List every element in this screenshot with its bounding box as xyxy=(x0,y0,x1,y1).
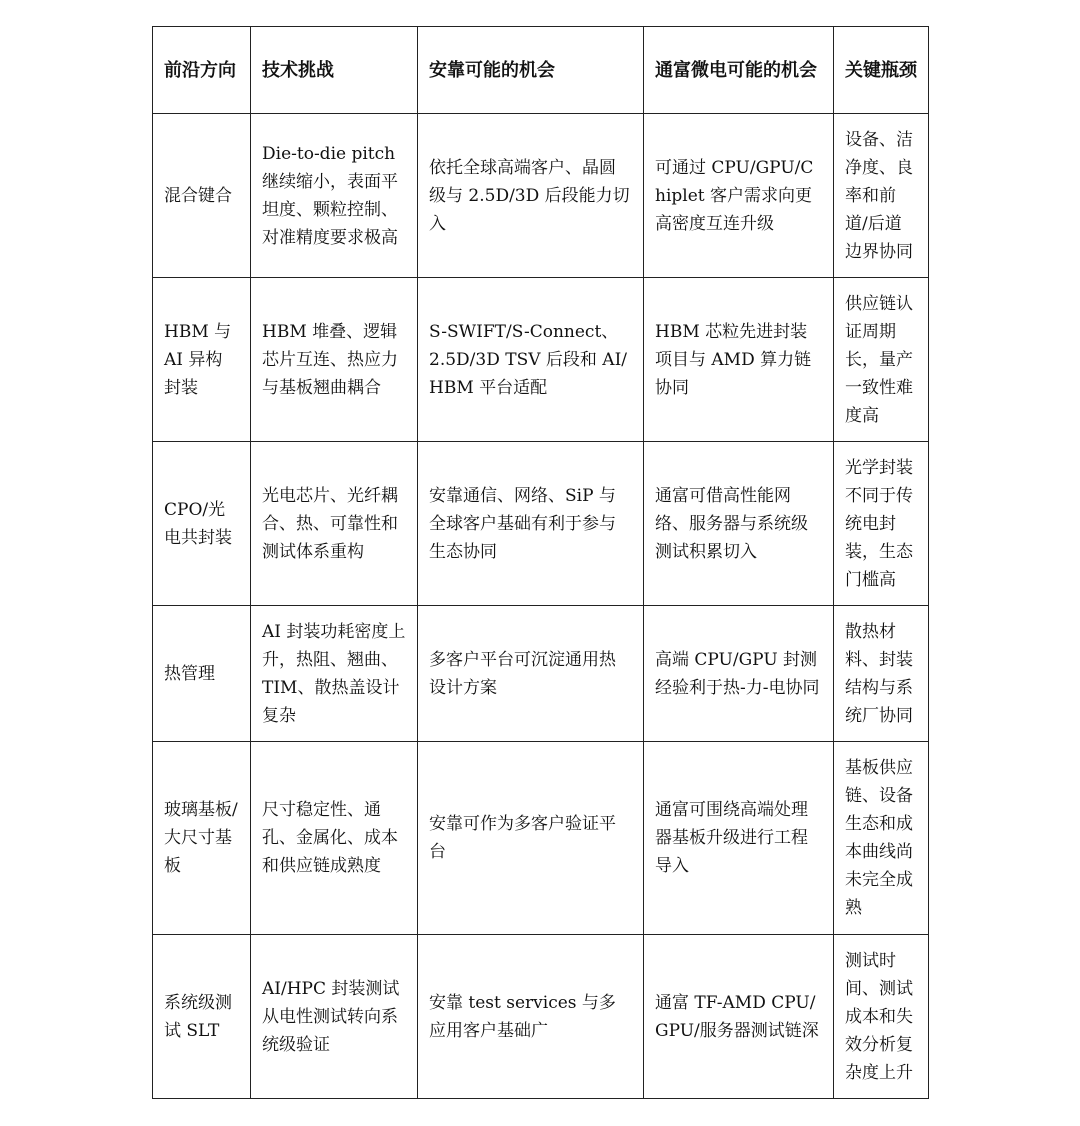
cell-direction: CPO/光电共封装 xyxy=(153,442,251,606)
header-direction: 前沿方向 xyxy=(153,27,251,114)
cell-bottleneck: 供应链认证周期长，量产一致性难度高 xyxy=(834,278,929,442)
cell-tfme-opportunity: 通富可围绕高端处理器基板升级进行工程导入 xyxy=(644,742,834,935)
cell-tfme-opportunity: 高端 CPU/GPU 封测经验利于热-力-电协同 xyxy=(644,606,834,742)
comparison-table xyxy=(152,26,929,1099)
cell-direction: 混合键合 xyxy=(153,114,251,278)
table-row xyxy=(153,114,929,278)
cell-bottleneck: 光学封装不同于传统电封装，生态门槛高 xyxy=(834,442,929,606)
header-challenge: 技术挑战 xyxy=(251,27,418,114)
cell-tfme-opportunity: 通富 TF-AMD CPU/GPU/服务器测试链深 xyxy=(644,935,834,1099)
header-bottleneck: 关键瓶颈 xyxy=(834,27,929,114)
table-row xyxy=(153,606,929,742)
cell-tfme-opportunity: HBM 芯粒先进封装项目与 AMD 算力链协同 xyxy=(644,278,834,442)
cell-direction: 系统级测试 SLT xyxy=(153,935,251,1099)
table-row xyxy=(153,742,929,935)
cell-amkor-opportunity: 多客户平台可沉淀通用热设计方案 xyxy=(418,606,644,742)
header-tfme-opportunity: 通富微电可能的机会 xyxy=(644,27,834,114)
cell-challenge: AI/HPC 封装测试从电性测试转向系统级验证 xyxy=(251,935,418,1099)
cell-bottleneck: 散热材料、封装结构与系统厂协同 xyxy=(834,606,929,742)
cell-bottleneck: 测试时间、测试成本和失效分析复杂度上升 xyxy=(834,935,929,1099)
cell-tfme-opportunity: 可通过 CPU/GPU/Chiplet 客户需求向更高密度互连升级 xyxy=(644,114,834,278)
cell-amkor-opportunity: 安靠 test services 与多应用客户基础广 xyxy=(418,935,644,1099)
header-amkor-opportunity: 安靠可能的机会 xyxy=(418,27,644,114)
cell-direction: 热管理 xyxy=(153,606,251,742)
table-row xyxy=(153,935,929,1099)
cell-bottleneck: 基板供应链、设备生态和成本曲线尚未完全成熟 xyxy=(834,742,929,935)
cell-tfme-opportunity: 通富可借高性能网络、服务器与系统级测试积累切入 xyxy=(644,442,834,606)
cell-challenge: AI 封装功耗密度上升，热阻、翘曲、TIM、散热盖设计复杂 xyxy=(251,606,418,742)
cell-challenge: Die-to-die pitch 继续缩小，表面平坦度、颗粒控制、对准精度要求极高 xyxy=(251,114,418,278)
cell-direction: 玻璃基板/大尺寸基板 xyxy=(153,742,251,935)
cell-challenge: HBM 堆叠、逻辑芯片互连、热应力与基板翘曲耦合 xyxy=(251,278,418,442)
cell-challenge: 光电芯片、光纤耦合、热、可靠性和测试体系重构 xyxy=(251,442,418,606)
cell-challenge: 尺寸稳定性、通孔、金属化、成本和供应链成熟度 xyxy=(251,742,418,935)
cell-direction: HBM 与 AI 异构封装 xyxy=(153,278,251,442)
cell-amkor-opportunity: 依托全球高端客户、晶圆级与 2.5D/3D 后段能力切入 xyxy=(418,114,644,278)
cell-amkor-opportunity: S-SWIFT/S-Connect、2.5D/3D TSV 后段和 AI/HBM 平台适配 xyxy=(418,278,644,442)
cell-bottleneck: 设备、洁净度、良率和前道/后道边界协同 xyxy=(834,114,929,278)
header-row xyxy=(153,27,929,114)
table-row xyxy=(153,278,929,442)
cell-amkor-opportunity: 安靠通信、网络、SiP 与全球客户基础有利于参与生态协同 xyxy=(418,442,644,606)
table-row xyxy=(153,442,929,606)
cell-amkor-opportunity: 安靠可作为多客户验证平台 xyxy=(418,742,644,935)
